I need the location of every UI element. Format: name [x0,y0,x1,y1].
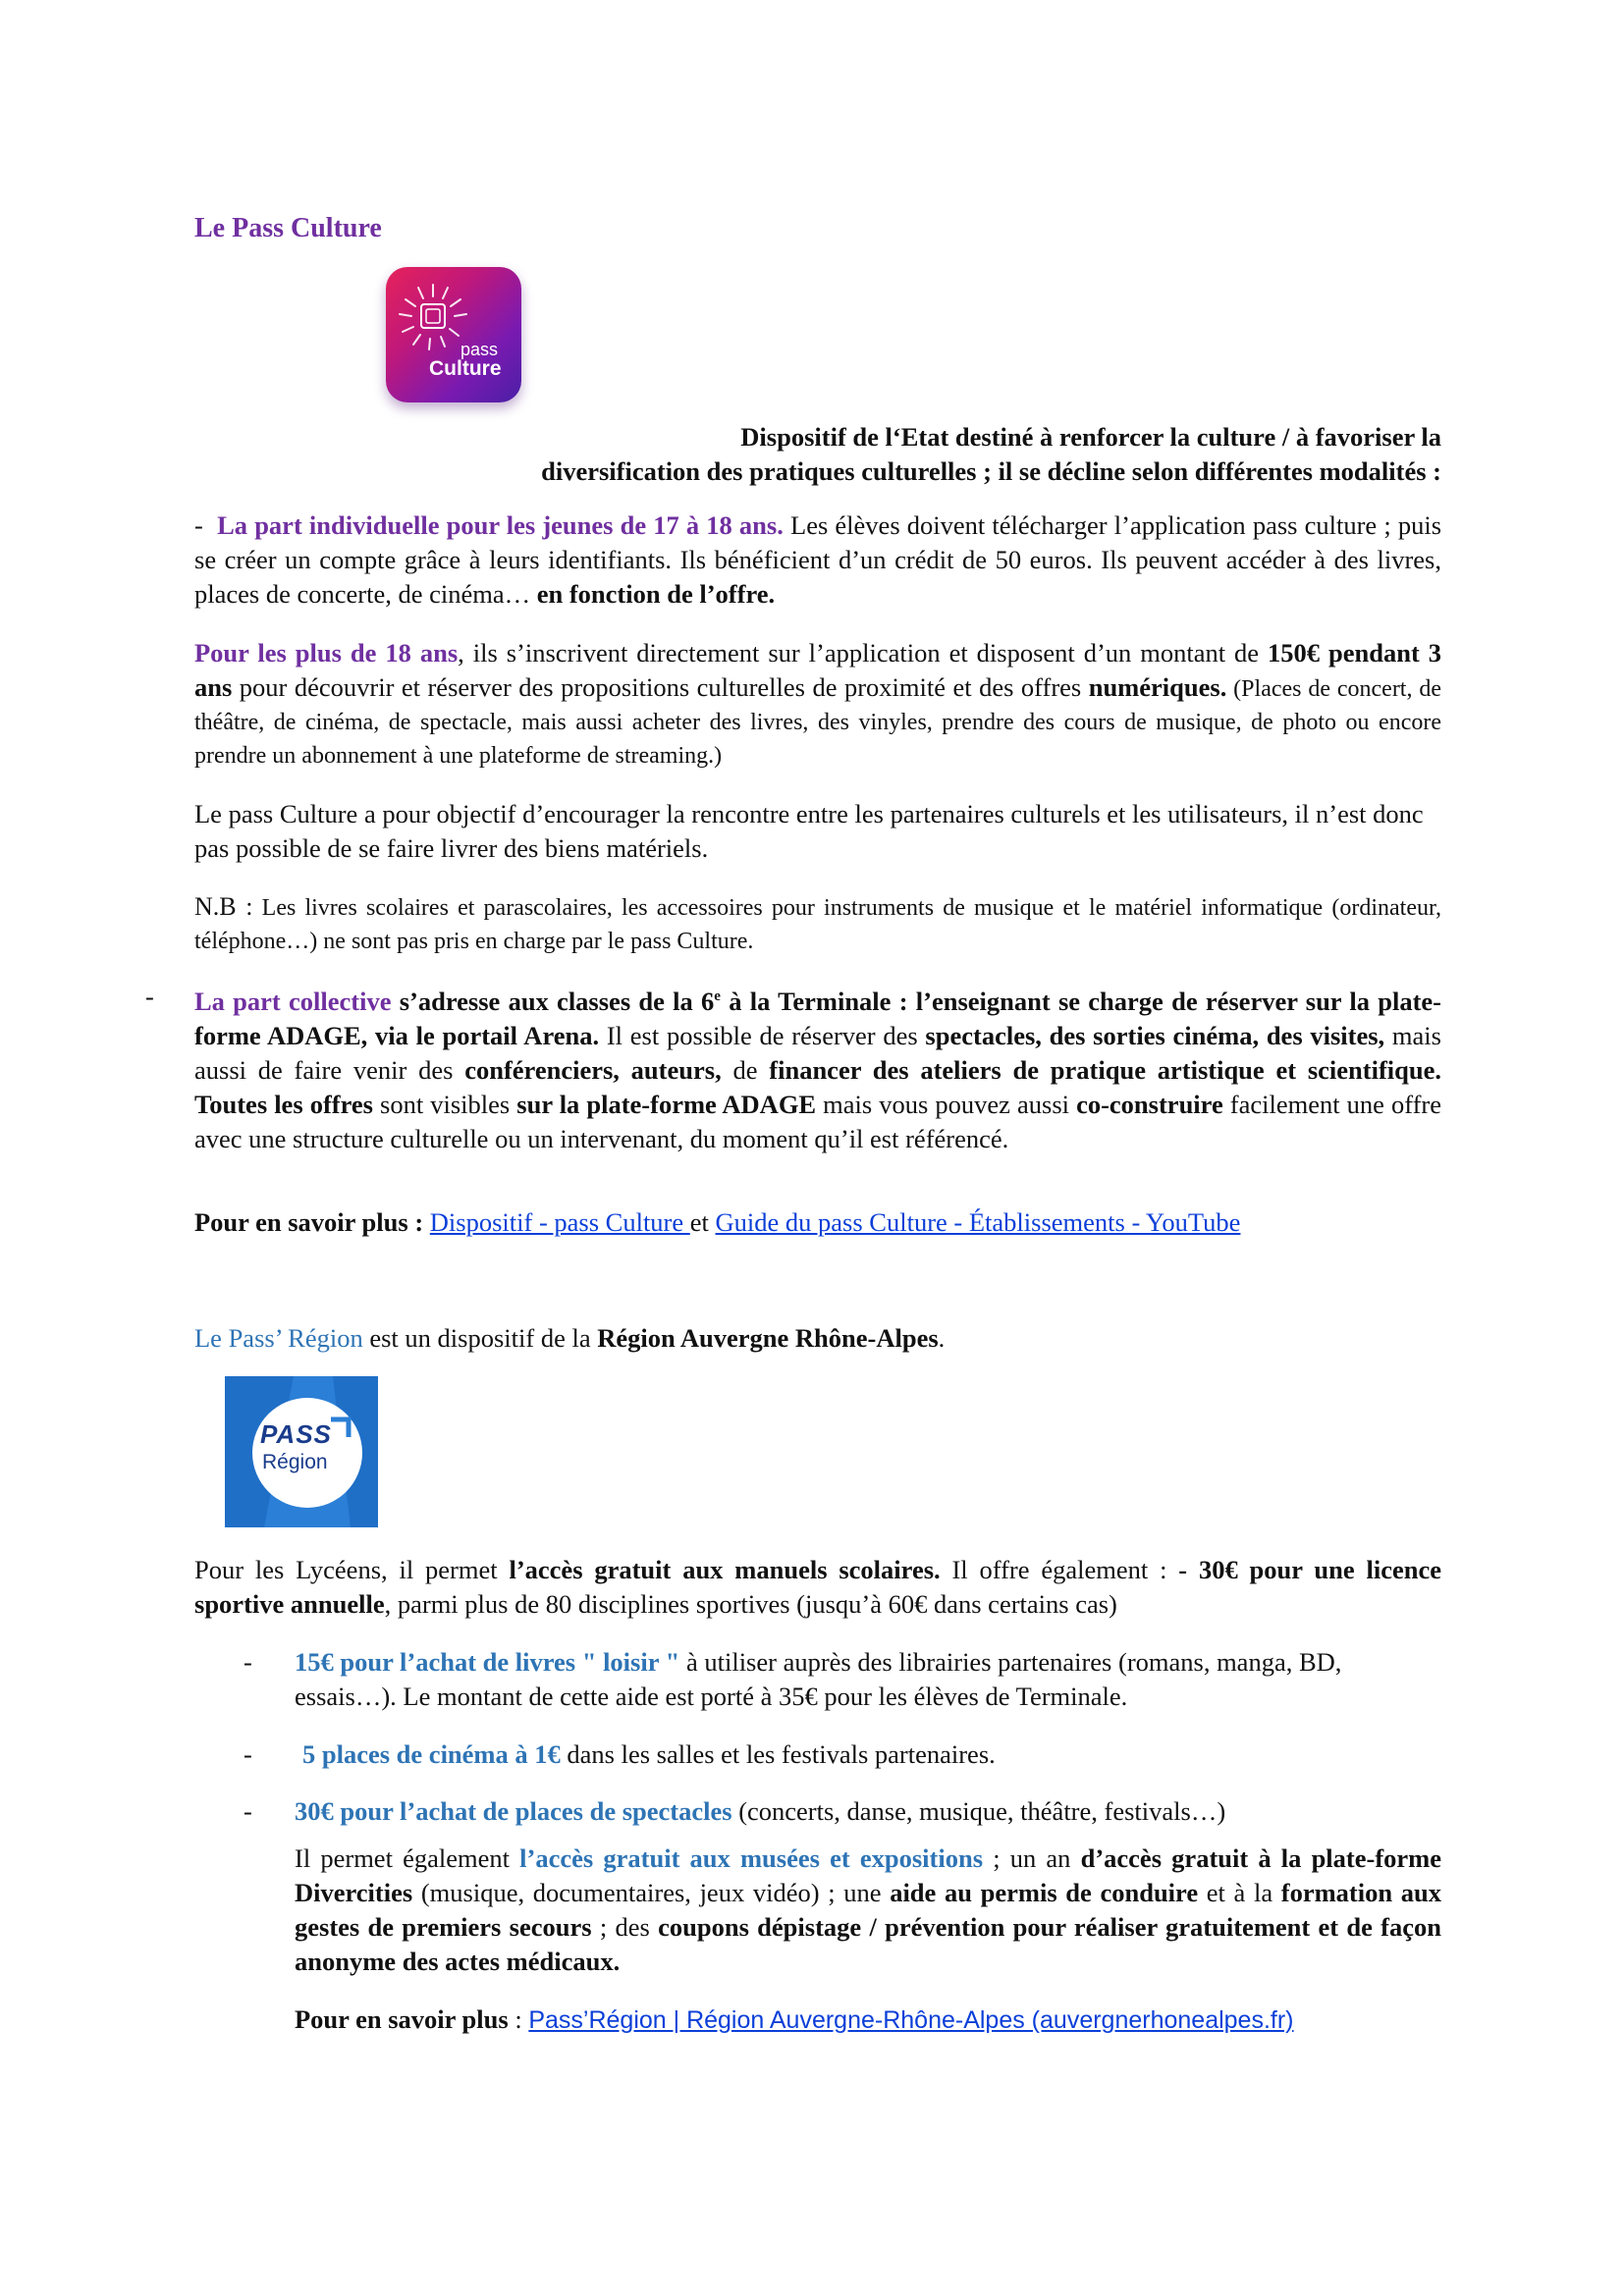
plus-18-highlight: Pour les plus de 18 ans [194,638,459,667]
pass-culture-logo [386,267,521,402]
part-collective-text-4: sont visibles [372,1089,517,1119]
nb-label: N.B : [194,892,253,921]
region-item-spectacles-highlight: 30€ pour l’achat de places de spectacles [295,1796,732,1826]
intro-line-1: Dispositif de l‘Etat destiné à renforcer la culture / à favoriser la [740,422,1441,452]
part-collective-text-5: mais vous pouvez aussi [816,1089,1077,1119]
part-collective-paragraph [194,980,1441,1156]
part-collective-bold-7: co-construire [1076,1089,1223,1119]
plus-18-text-1: , ils s’inscrivent directement sur l’application et disposent d’un montant de [458,638,1269,667]
nb-text: Les livres scolaires et parascolaires, les accessoires pour instruments de musique et le matériel informatique (ordinateur, téléphone…) ne sont pas pris en charge par le pass Culture. [194,895,1441,954]
superscript: e [714,988,721,1004]
egalement-blue-1: l’accès gratuit aux musées et expositions [519,1843,984,1873]
lyceens-text-1: Pour les Lycéens, il permet [194,1555,510,1584]
pass-region-more-info [295,2002,1473,2038]
lyceens-paragraph [194,1553,1441,1622]
plus-18-paragraph [194,636,1441,773]
bullet-dash: - [244,1739,252,1769]
egalement-text-4: et à la [1198,1878,1281,1907]
lyceens-text-2: Il offre également : [940,1555,1179,1584]
lyceens-bold-1: l’accès gratuit aux manuels scolaires. [509,1555,941,1584]
part-collective-bold-1: s’adresse aux classes de la 6 [391,986,715,1016]
more-info-label: Pour en savoir plus : [194,1207,424,1237]
pass-region-heading-bold: Région Auvergne Rhône-Alpes [597,1323,939,1353]
part-collective-bold-2: à la Terminale : l’enseignant se charge de réserver sur la plate-forme ADAGE, via le portail Arena. [194,986,1441,1050]
more-info-label: Pour en savoir plus [295,2004,509,2034]
plus-18-bold-1: 150€ pendant 3 ans [194,638,1441,702]
lyceens-bold-2: - 30€ pour une licence sportive annuelle [194,1555,1441,1619]
nb-paragraph [194,889,1441,958]
region-item-livres-text: à utiliser auprès des librairies partenaires (romans, manga, BD, essais…). Le montant de cette aide est porté à 35€ pour les élèves de Terminale. [295,1647,1342,1711]
part-collective-bold-4: conférenciers, auteurs, [464,1054,722,1085]
pass-culture-intro [194,420,1441,489]
egalement-text-1: Il permet également [295,1843,520,1873]
dispositif-pass-culture-link[interactable]: Dispositif - pass Culture [429,1207,690,1237]
region-item-livres [295,1645,1441,1714]
pass-region-heading [194,1321,1441,1356]
egalement-bold-1: d’accès gratuit à la plate-forme Divercities [295,1843,1441,1907]
bullet-dash: - [145,982,154,1011]
region-item-spectacles [295,1794,1441,1829]
intro-line-2: diversification des pratiques culturelles ; il se décline selon différentes modalités : [541,456,1441,486]
part-individuelle-bold: en fonction de l’offre. [536,579,776,609]
part-individuelle-paragraph [194,508,1441,612]
pass-region-heading-end: . [938,1323,946,1353]
region-item-cinema [302,1737,1441,1772]
part-collective-bold-5: financer des ateliers de pratique artistique et scientifique. Toutes les offres [194,1054,1441,1119]
link-separator: et [689,1207,716,1237]
egalement-text-3: (musique, documentaires, jeux vidéo) ; une [412,1878,891,1907]
guide-pass-culture-youtube-link[interactable]: Guide du pass Culture - Établissements - YouTube [715,1207,1241,1237]
plus-18-bold-2: numériques. [1088,672,1227,702]
pass-region-heading-text: est un dispositif de la [362,1323,598,1353]
region-item-spectacles-text: (concerts, danse, musique, théâtre, festivals…) [731,1796,1226,1826]
egalement-paragraph [295,1842,1441,1979]
part-collective-text-3: de [721,1054,770,1085]
plus-18-small: (Places de concert, de théâtre, de cinéma, de spectacle, mais aussi acheter des livres, des vinyles, prendre des cours de musique, de photo ou encore prendre un abonnement à une plateforme de streaming.) [194,676,1441,769]
pass-culture-more-info [194,1205,1471,1240]
region-item-livres-highlight: 15€ pour l’achat de livres " loisir " [295,1647,680,1677]
pass-culture-heading: Le Pass Culture [194,213,382,243]
part-collective-text-1: Il est possible de réserver des [599,1020,926,1050]
part-collective-text-2: mais aussi de faire venir des [194,1020,1441,1085]
pass-region-logo-line2: Région [262,1451,328,1473]
bullet-dash: - [194,510,203,540]
pass-culture-logo-line2: Culture [429,357,502,380]
part-individuelle-highlight: La part individuelle pour les jeunes de 17 à 18 ans. [217,510,784,540]
pass-region-title: Le Pass’ Région [194,1323,363,1353]
part-individuelle-text: Les élèves doivent télécharger l’application pass culture ; puis se créer un compte grâce à leurs identifiants. Ils bénéficient d’un crédit de 50 euros. Ils peuvent accéder à des livres, places de concerte, de cinéma… [194,510,1442,609]
region-item-cinema-text: dans les salles et les festivals partenaires. [560,1739,996,1769]
pass-region-logo [225,1376,378,1527]
egalement-bold-4: coupons dépistage / prévention pour réaliser gratuitement et de façon anonyme des actes médicaux. [295,1912,1441,1976]
egalement-text-5: ; des [591,1912,659,1942]
objectif-paragraph: Le pass Culture a pour objectif d’encourager la rencontre entre les partenaires culturels et les utilisateurs, il n’est donc pas possible de se faire livrer des biens matériels. [194,799,1424,863]
egalement-text-2: ; un an [983,1843,1081,1873]
part-collective-highlight: La part collective [194,986,392,1016]
pass-region-link[interactable]: Pass’Région | Région Auvergne-Rhône-Alpes (auvergnerhonealpes.fr) [528,2006,1294,2034]
plus-18-text-2: pour découvrir et réserver des propositions culturelles de proximité et des offres [232,672,1089,702]
egalement-bold-3: formation aux gestes de premiers secours [295,1878,1442,1942]
bullet-dash: - [244,1796,252,1826]
egalement-bold-2: aide au permis de conduire [890,1878,1199,1907]
pass-region-logo-line1: PASS [260,1419,332,1449]
sunburst-icon [386,267,521,402]
more-info-colon: : [508,2004,529,2034]
part-collective-text-6: facilement une offre avec une structure culturelle ou un intervenant, du moment qu’il est référencé. [194,1089,1442,1153]
region-item-cinema-highlight: 5 places de cinéma à 1€ [302,1739,561,1769]
lyceens-text-3: , parmi plus de 80 disciplines sportives (jusqu’à 60€ dans certains cas) [384,1589,1117,1619]
bullet-dash: - [244,1647,252,1677]
pass-culture-logo-line1: pass [460,340,499,359]
part-collective-bold-3: spectacles, des sorties cinéma, des visites, [925,1020,1385,1050]
part-collective-bold-6: sur la plate-forme ADAGE [516,1089,817,1119]
